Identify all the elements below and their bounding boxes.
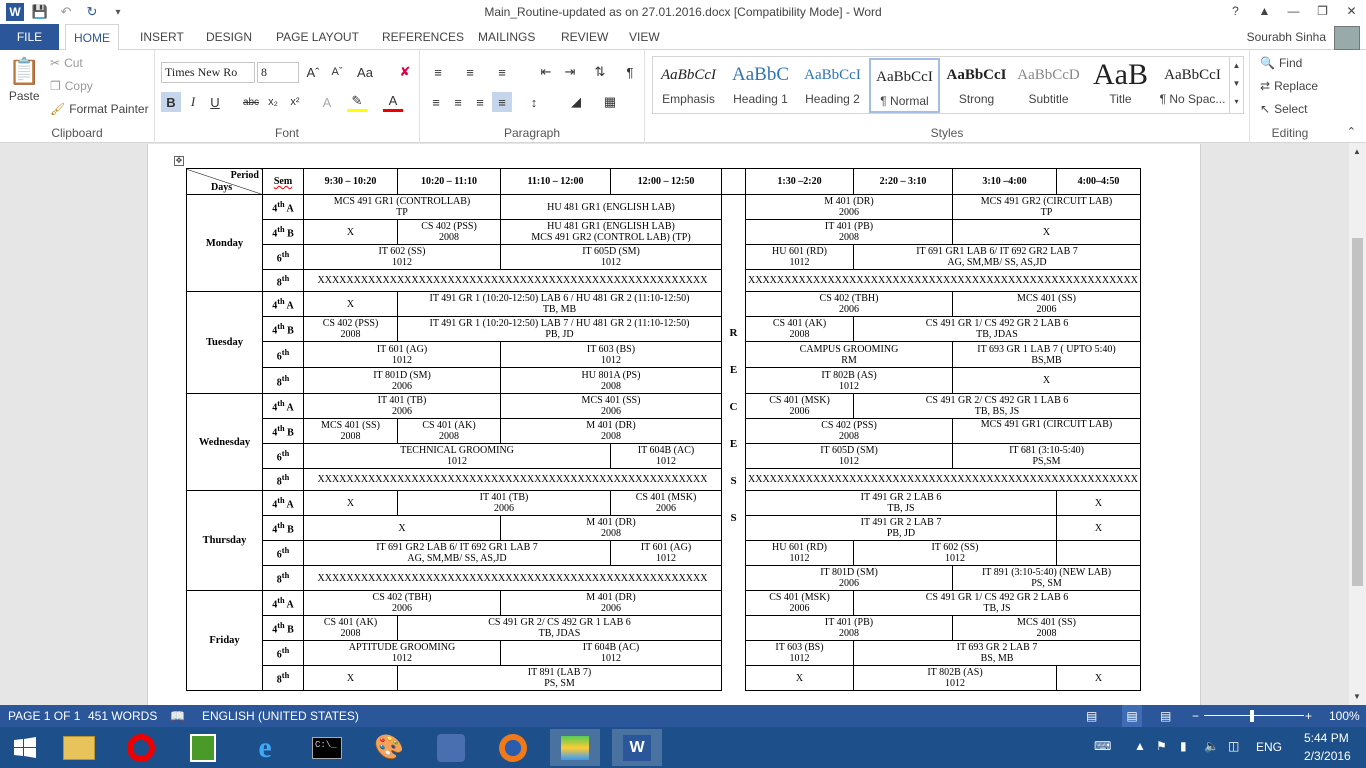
cell: IT 603 (BS) 1012 xyxy=(746,641,854,666)
sem-6: 6th xyxy=(263,541,304,566)
cell: IT 801D (SM) 2006 xyxy=(304,368,501,394)
status-bar xyxy=(0,705,1366,727)
tab-view[interactable]: VIEW xyxy=(629,30,660,44)
clear-formatting-icon[interactable]: ✘ xyxy=(399,64,411,79)
time-slot-7: 3:10 –4:00 xyxy=(953,169,1057,195)
sem-4b: 4th B xyxy=(263,317,304,342)
user-name[interactable]: Sourabh Sinha xyxy=(1246,30,1326,44)
zoom-out-icon[interactable]: − xyxy=(1192,709,1200,723)
cell: CS 402 (TBH) 2006 xyxy=(746,292,953,317)
minimize-icon[interactable]: — xyxy=(1287,4,1300,18)
cell: IT 693 GR 2 LAB 7 BS, MB xyxy=(854,641,1141,666)
decrease-indent-icon[interactable]: ⇤ xyxy=(540,64,552,79)
cell: IT 401 (TB) 2006 xyxy=(398,491,611,516)
cell: IT 491 GR 2 LAB 7 PB, JD xyxy=(746,516,1057,541)
clock-date[interactable]: 2/3/2016 xyxy=(1304,749,1351,763)
cell: MCS 491 GR2 (CIRCUIT LAB) TP xyxy=(953,195,1141,220)
underline-icon[interactable]: U xyxy=(210,94,220,110)
cell: CAMPUS GROOMING RM xyxy=(746,342,953,368)
cell: CS 401 (MSK) 2006 xyxy=(746,591,854,616)
grow-font-icon[interactable]: Aˆ xyxy=(306,64,320,80)
superscript-icon[interactable]: x² xyxy=(290,96,300,108)
cell: MCS 401 (SS) 2006 xyxy=(501,394,722,419)
font-size-combo[interactable]: 8 xyxy=(257,62,299,83)
cell: IT 401 (TB) 2006 xyxy=(304,394,501,419)
sem-6: 6th xyxy=(263,641,304,666)
sem-4a: 4th A xyxy=(263,394,304,419)
time-slot-6: 2:20 – 3:10 xyxy=(854,169,953,195)
font-color-icon[interactable]: A xyxy=(383,92,403,112)
tab-file[interactable]: FILE xyxy=(0,24,59,50)
cell: HU 601 (RD) 1012 xyxy=(746,541,854,566)
subscript-icon[interactable]: x₂ xyxy=(268,96,278,108)
cell: MCS 491 GR1 (CIRCUIT LAB) xyxy=(953,419,1141,444)
cell: X xyxy=(953,220,1141,245)
redo-icon[interactable]: ↻ xyxy=(86,4,98,19)
sem-8: 8th xyxy=(263,566,304,591)
day-wednesday: Wednesday xyxy=(187,394,263,491)
tab-page-layout[interactable]: PAGE LAYOUT xyxy=(276,30,359,44)
sort-icon[interactable]: ⇅ xyxy=(594,64,606,79)
paragraph-group xyxy=(420,50,645,143)
replace-icon: ⇄ xyxy=(1260,79,1271,93)
undo-icon[interactable]: ↶ xyxy=(60,4,72,19)
recess-column: R E C E S S xyxy=(722,195,746,691)
align-left-icon[interactable]: ≡ xyxy=(432,94,440,110)
action-center-flag-icon[interactable]: ⚑ xyxy=(1156,739,1167,753)
cell: IT 691 GR2 LAB 6/ IT 692 GR1 LAB 7 AG, SM,MB/ SS, AS,JD xyxy=(304,541,611,566)
scroll-up-icon[interactable]: ▲ xyxy=(1353,147,1361,156)
copy-button[interactable]: ❐ Copy xyxy=(50,79,93,93)
line-spacing-icon[interactable]: ↕ xyxy=(530,94,538,110)
network-icon[interactable]: ◫ xyxy=(1228,739,1240,753)
cell: MCS 401 (SS) 2008 xyxy=(304,419,398,444)
cell: IT 604B (AC) 1012 xyxy=(611,444,722,469)
numbering-icon[interactable]: ≡ xyxy=(466,64,474,80)
cell: XXXXXXXXXXXXXXXXXXXXXXXXXXXXXXXXXXXXXXXXXXXXXXXXXXXXXX xyxy=(304,270,722,292)
select-icon: ↖ xyxy=(1260,102,1271,116)
cell: IT 802B (AS) 1012 xyxy=(854,666,1057,691)
cell: IT 681 (3:10-5:40) PS,SM xyxy=(953,444,1141,469)
time-slot-8: 4:00–4:50 xyxy=(1057,169,1141,195)
shading-icon[interactable]: ◢ xyxy=(571,94,581,109)
font-name-combo[interactable]: Times New Ro xyxy=(161,62,255,83)
cell: IT 605D (SM) 1012 xyxy=(501,245,722,270)
cell: X xyxy=(953,368,1141,394)
help-button[interactable]: ? xyxy=(1232,4,1239,18)
command-prompt-icon[interactable]: C:\_ xyxy=(302,729,352,766)
tab-mailings[interactable]: MAILINGS xyxy=(478,30,536,44)
cut-button[interactable]: ✂ Cut xyxy=(50,56,83,70)
tab-design[interactable]: DESIGN xyxy=(206,30,253,44)
font-group xyxy=(155,50,420,143)
tab-home[interactable]: HOME xyxy=(65,24,119,51)
cell: IT 491 GR 2 LAB 6 TB, JS xyxy=(746,491,1057,516)
cell: IT 401 (PB) 2008 xyxy=(746,220,953,245)
sem-4b: 4th B xyxy=(263,616,304,641)
restore-icon[interactable]: ❐ xyxy=(1317,4,1328,18)
scroll-down-icon[interactable]: ▼ xyxy=(1353,692,1361,701)
cell: CS 491 GR 2/ CS 492 GR 1 LAB 6 TB, JDAS xyxy=(398,616,722,641)
cell: IT 891 (3:10-5:40) (NEW LAB) PS, SM xyxy=(953,566,1141,591)
cell: IT 691 GR1 LAB 6/ IT 692 GR2 LAB 7 AG, SM,MB/ SS, AS,JD xyxy=(854,245,1141,270)
day-monday: Monday xyxy=(187,195,263,292)
cell: IT 491 GR 1 (10:20-12:50) LAB 7 / HU 481 GR 2 (11:10-12:50) PB, JD xyxy=(398,317,722,342)
style-strong[interactable]: AaBbCcI Strong xyxy=(946,67,1007,106)
borders-icon[interactable]: ▦ xyxy=(603,94,617,109)
opera-icon[interactable] xyxy=(116,729,166,766)
find-button[interactable]: 🔍 Find xyxy=(1260,56,1303,70)
cell: CS 401 (AK) 2008 xyxy=(304,616,398,641)
vertical-scrollbar[interactable] xyxy=(1349,143,1366,705)
time-slot-3: 11:10 – 12:00 xyxy=(501,169,611,195)
sem-4a: 4th A xyxy=(263,292,304,317)
cell: X xyxy=(304,666,398,691)
cell: HU 481 GR1 (ENGLISH LAB) xyxy=(501,195,722,220)
cell: IT 601 (AG) 1012 xyxy=(611,541,722,566)
styles-group-label: Styles xyxy=(930,126,964,140)
multilevel-list-icon[interactable]: ≡ xyxy=(498,64,506,80)
ribbon-display-options-icon[interactable]: ▲ xyxy=(1258,4,1271,18)
cell: M 401 (DR) 2008 xyxy=(501,419,722,444)
cell: M 401 (DR) 2008 xyxy=(501,516,722,541)
highlight-icon[interactable]: ✎ xyxy=(347,92,367,112)
paintbrush-icon: 🖌 xyxy=(50,102,66,116)
cell: HU 601 (RD) 1012 xyxy=(746,245,854,270)
cell: CS 491 GR 1/ CS 492 GR 2 LAB 6 TB, JDAS xyxy=(854,317,1141,342)
tab-insert[interactable]: INSERT xyxy=(140,30,184,44)
style-emphasis[interactable]: AaBbCcI Emphasis xyxy=(661,67,716,106)
cell: CS 491 GR 1/ CS 492 GR 2 LAB 6 TB, JS xyxy=(854,591,1141,616)
format-painter-button[interactable]: 🖌 Format Painter xyxy=(50,102,149,116)
sem-6: 6th xyxy=(263,342,304,368)
day-tuesday: Tuesday xyxy=(187,292,263,394)
sem-6: 6th xyxy=(263,444,304,469)
cell: IT 605D (SM) 1012 xyxy=(746,444,953,469)
taskbar xyxy=(0,727,1366,768)
print-layout-icon[interactable]: ▤ xyxy=(1122,705,1142,727)
style-no-spacing[interactable]: AaBbCcI ¶ No Spac... xyxy=(1159,67,1226,106)
cell: XXXXXXXXXXXXXXXXXXXXXXXXXXXXXXXXXXXXXXXXXXXXXXXXXXXXXX xyxy=(746,469,1141,491)
editing-group xyxy=(1250,50,1330,143)
firefox-icon[interactable] xyxy=(488,729,538,766)
increase-indent-icon[interactable]: ⇥ xyxy=(564,64,576,79)
font-group-label: Font xyxy=(274,126,299,140)
file-explorer-icon[interactable] xyxy=(54,729,104,766)
style-heading-2[interactable]: AaBbCcI Heading 2 xyxy=(804,67,861,106)
word-count[interactable]: 451 WORDS xyxy=(88,709,158,723)
cell: CS 401 (MSK) 2006 xyxy=(611,491,722,516)
media-player-icon[interactable] xyxy=(426,729,476,766)
zoom-in-icon[interactable]: + xyxy=(1305,709,1313,723)
input-language[interactable]: ENG xyxy=(1256,740,1283,754)
sem-4a: 4th A xyxy=(263,195,304,220)
show-hidden-icons-icon[interactable]: ▲ xyxy=(1134,739,1146,753)
cell: APTITUDE GROOMING 1012 xyxy=(304,641,501,666)
cell: CS 402 (PSS) 2008 xyxy=(398,220,501,245)
zoom-level[interactable]: 100% xyxy=(1329,709,1360,723)
style-title[interactable]: AaB Title xyxy=(1093,58,1148,106)
period-days-header: Period Days xyxy=(187,169,263,195)
web-layout-icon[interactable]: ▤ xyxy=(1160,709,1172,723)
cell: IT 801D (SM) 2006 xyxy=(746,566,953,591)
align-center-icon[interactable]: ≡ xyxy=(454,94,462,110)
internet-explorer-icon[interactable]: e xyxy=(258,730,272,764)
avatar[interactable] xyxy=(1334,26,1360,50)
select-button[interactable]: ↖ Select xyxy=(1260,102,1308,116)
styles-scroll-icon[interactable]: ▲ ▼ ▾ xyxy=(1229,57,1243,113)
ribbon-tabs xyxy=(0,24,1366,50)
page-count[interactable]: PAGE 1 OF 1 xyxy=(8,709,81,723)
cell: IT 604B (AC) 1012 xyxy=(501,641,722,666)
shrink-font-icon[interactable]: Aˇ xyxy=(331,66,343,78)
time-slot-1: 9:30 – 10:20 xyxy=(304,169,398,195)
tab-references[interactable]: REFERENCES xyxy=(382,30,465,44)
replace-button[interactable]: ⇄ Replace xyxy=(1260,79,1319,93)
read-mode-icon[interactable]: ▤ xyxy=(1086,709,1098,723)
cell: CS 491 GR 2/ CS 492 GR 1 LAB 6 TB, BS, JS xyxy=(854,394,1141,419)
title-bar xyxy=(0,0,1366,24)
cell: M 401 (DR) 2006 xyxy=(501,591,722,616)
cell: MCS 401 (SS) 2008 xyxy=(953,616,1141,641)
routine-table xyxy=(186,168,1141,691)
time-slot-5: 1:30 –2:20 xyxy=(746,169,854,195)
window-title: Main_Routine-updated as on 27.01.2016.docx [Compatibility Mode] - Word xyxy=(484,5,882,19)
cell: XXXXXXXXXXXXXXXXXXXXXXXXXXXXXXXXXXXXXXXXXXXXXXXXXXXXXX xyxy=(304,469,722,491)
sem-8: 8th xyxy=(263,368,304,394)
copy-icon: ❐ xyxy=(50,79,61,93)
cell: HU 801A (PS) 2008 xyxy=(501,368,722,394)
tab-review[interactable]: REVIEW xyxy=(561,30,609,44)
cell: CS 402 (PSS) 2008 xyxy=(304,317,398,342)
style-normal[interactable]: AaBbCcI ¶ Normal xyxy=(869,58,940,113)
styles-gallery xyxy=(652,56,1244,114)
cell: IT 602 (SS) 1012 xyxy=(854,541,1057,566)
time-slot-4: 12:00 – 12:50 xyxy=(611,169,722,195)
clipboard-icon: 📋 xyxy=(8,56,41,86)
cell: HU 481 GR1 (ENGLISH LAB) MCS 491 GR2 (CONTROL LAB) (TP) xyxy=(501,220,722,245)
spreadsheet-app-icon[interactable] xyxy=(178,729,228,766)
bullets-icon[interactable]: ≡ xyxy=(434,64,442,80)
close-icon[interactable]: ✕ xyxy=(1346,4,1357,18)
volume-icon[interactable]: 🔈 xyxy=(1204,739,1219,753)
cell: IT 693 GR 1 LAB 7 ( UPTO 5:40) BS,MB xyxy=(953,342,1141,368)
day-thursday: Thursday xyxy=(187,491,263,591)
style-heading-1[interactable]: AaBbC Heading 1 xyxy=(732,64,789,106)
italic-icon[interactable]: I xyxy=(190,94,196,109)
scrollbar-thumb[interactable] xyxy=(1352,238,1363,586)
cell: IT 603 (BS) 1012 xyxy=(501,342,722,368)
time-slot-2: 10:20 – 11:10 xyxy=(398,169,501,195)
sem-4a: 4th A xyxy=(263,491,304,516)
cell: CS 402 (PSS) 2008 xyxy=(746,419,953,444)
align-right-icon[interactable]: ≡ xyxy=(476,94,484,110)
change-case-icon[interactable]: Aa xyxy=(357,64,373,80)
cell: CS 401 (AK) 2008 xyxy=(746,317,854,342)
find-icon: 🔍 xyxy=(1260,56,1275,70)
table-move-handle-icon[interactable]: ✥ xyxy=(175,156,183,165)
zoom-slider[interactable] xyxy=(1204,715,1304,716)
strikethrough-icon[interactable]: abc xyxy=(242,96,260,108)
clipboard-group-label: Clipboard xyxy=(51,126,103,140)
start-windows-icon[interactable] xyxy=(0,729,50,766)
editing-group-label: Editing xyxy=(1271,126,1309,140)
sem-4b: 4th B xyxy=(263,419,304,444)
keyboard-icon[interactable]: ⌨ xyxy=(1094,739,1112,753)
word-logo-icon[interactable]: W xyxy=(6,3,24,21)
cell: X xyxy=(1057,491,1141,516)
zoom-slider-thumb[interactable] xyxy=(1250,710,1254,722)
sem-8: 8th xyxy=(263,270,304,292)
save-icon[interactable]: 💾 xyxy=(31,4,49,19)
cell: X xyxy=(304,220,398,245)
cell: X xyxy=(746,666,854,691)
word-taskbar-icon[interactable]: W xyxy=(612,729,662,766)
cell: CS 401 (MSK) 2006 xyxy=(746,394,854,419)
collapse-ribbon-icon[interactable]: ⌃ xyxy=(1346,126,1356,138)
cell: X xyxy=(1057,666,1141,691)
cell: XXXXXXXXXXXXXXXXXXXXXXXXXXXXXXXXXXXXXXXXXXXXXXXXXXXXXX xyxy=(304,566,722,591)
cell: X xyxy=(304,292,398,317)
day-friday: Friday xyxy=(187,591,263,691)
clipboard-group xyxy=(0,50,155,143)
cell: IT 802B (AS) 1012 xyxy=(746,368,953,394)
cell: IT 601 (AG) 1012 xyxy=(304,342,501,368)
paste-button[interactable]: 📋 Paste xyxy=(8,56,41,103)
style-subtitle[interactable]: AaBbCcD Subtitle xyxy=(1017,67,1080,106)
sem-4b: 4th B xyxy=(263,220,304,245)
cell: CS 402 (TBH) 2006 xyxy=(304,591,501,616)
cell: IT 891 (LAB 7) PS, SM xyxy=(398,666,722,691)
sem-8: 8th xyxy=(263,666,304,691)
cell: MCS 491 GR1 (CONTROLLAB) TP xyxy=(304,195,501,220)
cell: CS 401 (AK) 2008 xyxy=(398,419,501,444)
ribbon-home xyxy=(0,50,1366,143)
customize-qat-icon[interactable]: ▾ xyxy=(115,6,121,18)
cell: XXXXXXXXXXXXXXXXXXXXXXXXXXXXXXXXXXXXXXXXXXXXXXXXXXXXXX xyxy=(746,270,1141,292)
language-indicator[interactable]: ENGLISH (UNITED STATES) xyxy=(202,709,359,723)
cell: X xyxy=(1057,516,1141,541)
cell: IT 602 (SS) 1012 xyxy=(304,245,501,270)
show-marks-icon[interactable]: ¶ xyxy=(626,64,634,80)
cell: MCS 401 (SS) 2006 xyxy=(953,292,1141,317)
sem-4a: 4th A xyxy=(263,591,304,616)
proofing-icon[interactable]: 📖 xyxy=(170,709,185,723)
recess-header xyxy=(722,169,746,195)
cell: TECHNICAL GROOMING 1012 xyxy=(304,444,611,469)
cell: X xyxy=(304,516,501,541)
bold-icon[interactable]: B xyxy=(161,92,181,112)
battery-icon[interactable]: ▮ xyxy=(1180,739,1187,753)
sem-4b: 4th B xyxy=(263,516,304,541)
cell xyxy=(1057,541,1141,566)
text-effects-icon[interactable]: A xyxy=(322,94,332,110)
cell: IT 401 (PB) 2008 xyxy=(746,616,953,641)
justify-icon[interactable]: ≡ xyxy=(492,92,512,112)
clock-time[interactable]: 5:44 PM xyxy=(1304,731,1349,745)
bluestacks-icon[interactable] xyxy=(550,729,600,766)
cell: M 401 (DR) 2006 xyxy=(746,195,953,220)
sem-8: 8th xyxy=(263,469,304,491)
sem-header: Sem xyxy=(263,169,304,195)
scissors-icon: ✂ xyxy=(50,56,61,70)
paint-icon[interactable]: 🎨 xyxy=(374,734,404,761)
cell: X xyxy=(304,491,398,516)
paragraph-group-label: Paragraph xyxy=(503,126,561,140)
cell: IT 491 GR 1 (10:20-12:50) LAB 6 / HU 481 GR 2 (11:10-12:50) TB, MB xyxy=(398,292,722,317)
sem-6: 6th xyxy=(263,245,304,270)
